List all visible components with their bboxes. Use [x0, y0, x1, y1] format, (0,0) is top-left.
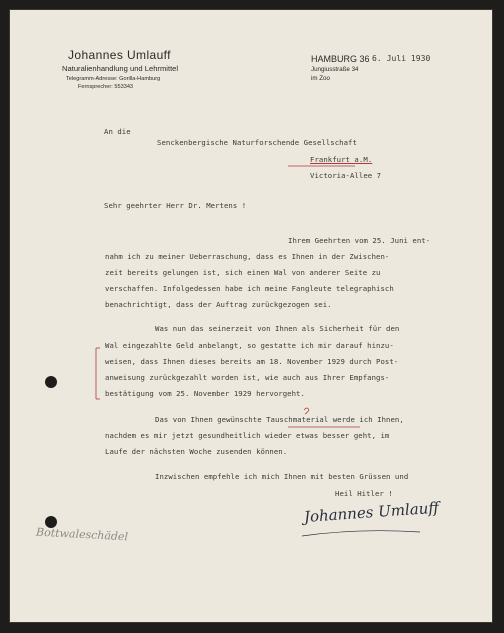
body-line: Laufe der nächsten Woche zusenden können.: [105, 447, 288, 456]
salutation: Sehr geehrter Herr Dr. Mertens !: [104, 201, 247, 210]
telegram-address: Telegramm-Adresse: Gorilla-Hamburg: [66, 76, 161, 82]
body-line: Was nun das seinerzeit von Ihnen als Sicherheit für den: [155, 324, 400, 333]
body-line: anweisung zurückgezahlt worden ist, wie auch aus Ihrer Empfangs-: [105, 373, 390, 382]
letter-page: [10, 10, 492, 622]
sender-street: Jungiusstraße 34: [311, 66, 359, 73]
recipient-prefix: An die: [104, 127, 131, 136]
signature-flourish: [302, 531, 420, 536]
body-line: Heil Hitler !: [335, 489, 393, 498]
body-line: verschaffen. Infolgedessen habe ich meine Fangleute telegraphisch: [105, 284, 394, 293]
body-line: nachdem es mir jetzt gesundheitlich wieder etwas besser geht, im: [105, 431, 390, 440]
company-name: Johannes Umlauff: [68, 48, 171, 62]
recipient-name: Senckenbergische Naturforschende Gesellschaft: [157, 138, 357, 147]
recipient-street: Victoria-Allee 7: [310, 171, 382, 180]
letter-date: 6. Juli 1930: [372, 54, 431, 63]
company-subtitle: Naturalienhandlung und Lehrmittel: [62, 64, 179, 73]
phone-number: Fernsprecher: 553343: [78, 84, 134, 90]
body-line: nahm ich zu meiner Ueberraschung, dass es Ihnen in der Zwischen-: [105, 252, 390, 261]
body-line: Ihrem Geehrten vom 25. Juni ent-: [288, 236, 431, 245]
sender-district: im Zoo: [311, 75, 330, 82]
body-line: zeit bereits gelungen ist, sich einen Wal von anderer Seite zu: [105, 268, 381, 277]
correction-mark: [304, 408, 309, 414]
sender-city: HAMBURG 36: [311, 54, 370, 64]
body-line: weisen, dass Ihnen dieses bereits am 18. November 1929 durch Post-: [105, 357, 399, 366]
body-line: Inzwischen empfehle ich mich Ihnen mit besten Grüssen und: [155, 472, 409, 481]
recipient-city: Frankfurt a.M.: [310, 155, 373, 164]
pencil-annotation: Bottwaleschädel: [35, 525, 129, 544]
body-line: benachrichtigt, dass der Auftrag zurückgezogen sei.: [105, 300, 332, 309]
body-line: bestätigung vom 25. November 1929 hervorgeht.: [105, 389, 305, 398]
body-line: Das von Ihnen gewünschte Tauschmaterial werde ich Ihnen,: [155, 415, 404, 424]
body-line: Wal eingezahlte Geld anbelangt, so gestatte ich mir darauf hinzu-: [105, 341, 394, 350]
handwritten-signature: Johannes Umlauff: [303, 498, 440, 526]
